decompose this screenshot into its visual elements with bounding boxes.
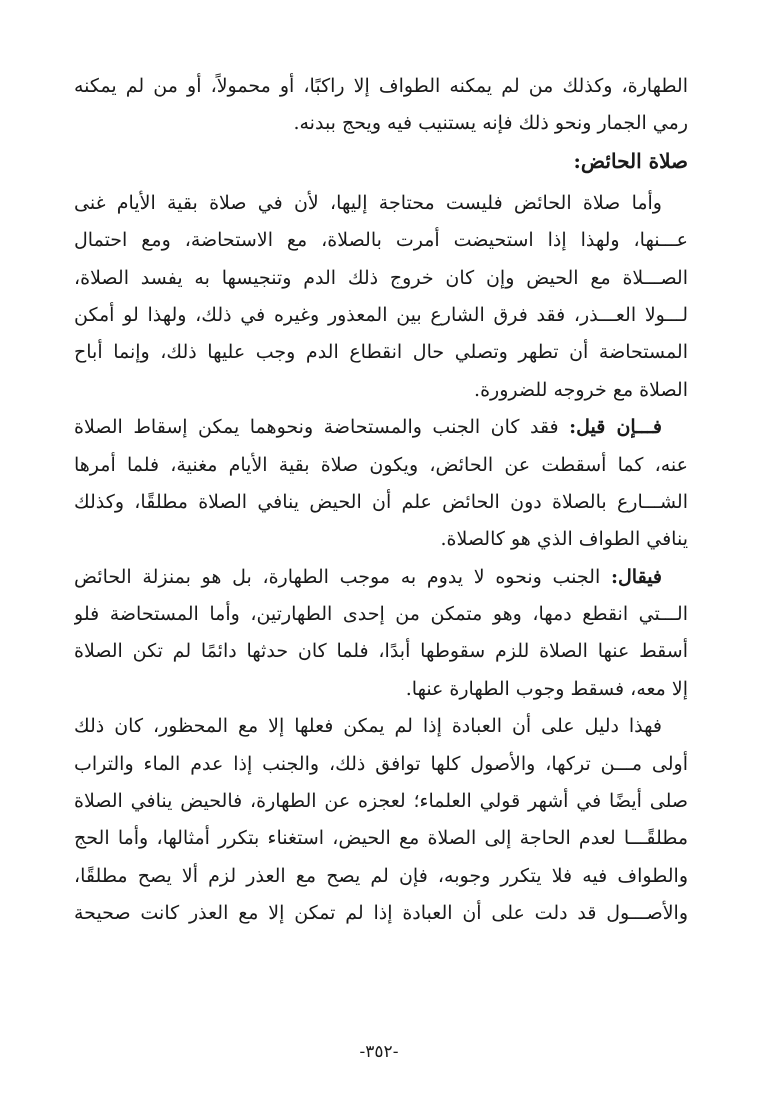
text-line: عنه، كما أسقطت عن الحائض، ويكون صلاة بقية الأيام مغنية، فلما أمرها	[74, 453, 688, 476]
text-line: الشـــارع بالصلاة دون الحائض علم أن الحيض ينافي الصلاة مطلقًا، وكذلك	[74, 490, 688, 513]
text-line: أسقط عنها الصلاة للزم سقوطها أبدًا، فلما كان حدثها دائمًا لم تكن الصلاة	[74, 640, 688, 663]
text-line: فهذا دليل على أن العبادة إذا لم يمكن فعلها إلا مع المحظور، كان ذلك	[74, 715, 662, 738]
text-line: والطواف فيه فلا يتكرر وجوبه، فإن لم يصح مع العذر لزم ألا يصح مطلقًا،	[74, 864, 688, 887]
line-text: فقد كان الجنب والمستحاضة ونحوهما يمكن إسقاط الصلاة	[74, 416, 570, 439]
text-line: مطلقًـــا لعدم الحاجة إلى الصلاة مع الحيض، استغناء بتكرر أمثالها، وأما الحج	[74, 827, 688, 850]
text-line: رمي الجمار ونحو ذلك فإنه يستنيب فيه ويحج ببدنه.	[293, 112, 688, 135]
text-line	[74, 409, 688, 446]
paragraph	[74, 708, 688, 932]
text-line: وأما صلاة الحائض فليست محتاجة إليها، لأن في صلاة بقية الأيام غنى	[74, 191, 662, 214]
text-line	[74, 559, 688, 596]
paragraph-objection	[74, 409, 688, 559]
text-line: الصلاة مع خروجه للضرورة.	[474, 378, 688, 401]
text-line: الـــتي انقطع دمها، وهو متمكن من إحدى الطهارتين، وأما المستحاضة فلو	[74, 603, 688, 626]
text-line: الطهارة، وكذلك من لم يمكنه الطواف إلا راكبًا، أو محمولاً، أو من لم يمكنه	[74, 75, 688, 97]
text-line: ينافي الطواف الذي هو كالصلاة.	[440, 528, 688, 551]
line-text: الجنب ونحوه لا يدوم به موجب الطهارة، بل هو بمنزلة الحائض	[74, 565, 611, 588]
paragraph-continuation	[74, 68, 688, 143]
text-line: والأصـــول قد دلت على أن العبادة إذا لم تمكن إلا مع العذر كانت صحيحة	[74, 902, 688, 925]
paragraph-reply	[74, 559, 688, 709]
page-body	[74, 68, 688, 933]
text-line: صلى أيضًا في أشهر قولي العلماء؛ لعجزه عن الطهارة، فالحيض ينافي الصلاة	[74, 790, 688, 813]
text-line: المستحاضة أن تطهر وتصلي حال انقطاع الدم وجب عليها ذلك، وإنما أباح	[74, 341, 688, 364]
text-line: عـــنها، ولهذا إذا استحيضت أمرت بالصلاة، مع الاستحاضة، ومع احتمال	[74, 229, 688, 252]
text-line: لـــولا العـــذر، فقد فرق الشارع بين المعذور وغيره في ذلك، ولهذا لو أمكن	[74, 303, 688, 326]
text-line: إلا معه، فسقط وجوب الطهارة عنها.	[405, 677, 688, 700]
text-line: أولى مـــن تركها، والأصول كلها توافق ذلك، والجنب إذا عدم الماء والتراب	[74, 752, 688, 775]
lead-phrase: فيقال:	[610, 565, 663, 588]
page-number: -٣٥٢-	[359, 1042, 399, 1062]
lead-phrase: فـــإن قيل:	[569, 416, 662, 439]
paragraph	[74, 185, 688, 409]
section-heading: صلاة الحائض:	[573, 148, 688, 173]
text-line: الصـــلاة مع الحيض وإن كان خروج ذلك الدم وتنجيسها به يفسد الصلاة،	[74, 266, 688, 289]
